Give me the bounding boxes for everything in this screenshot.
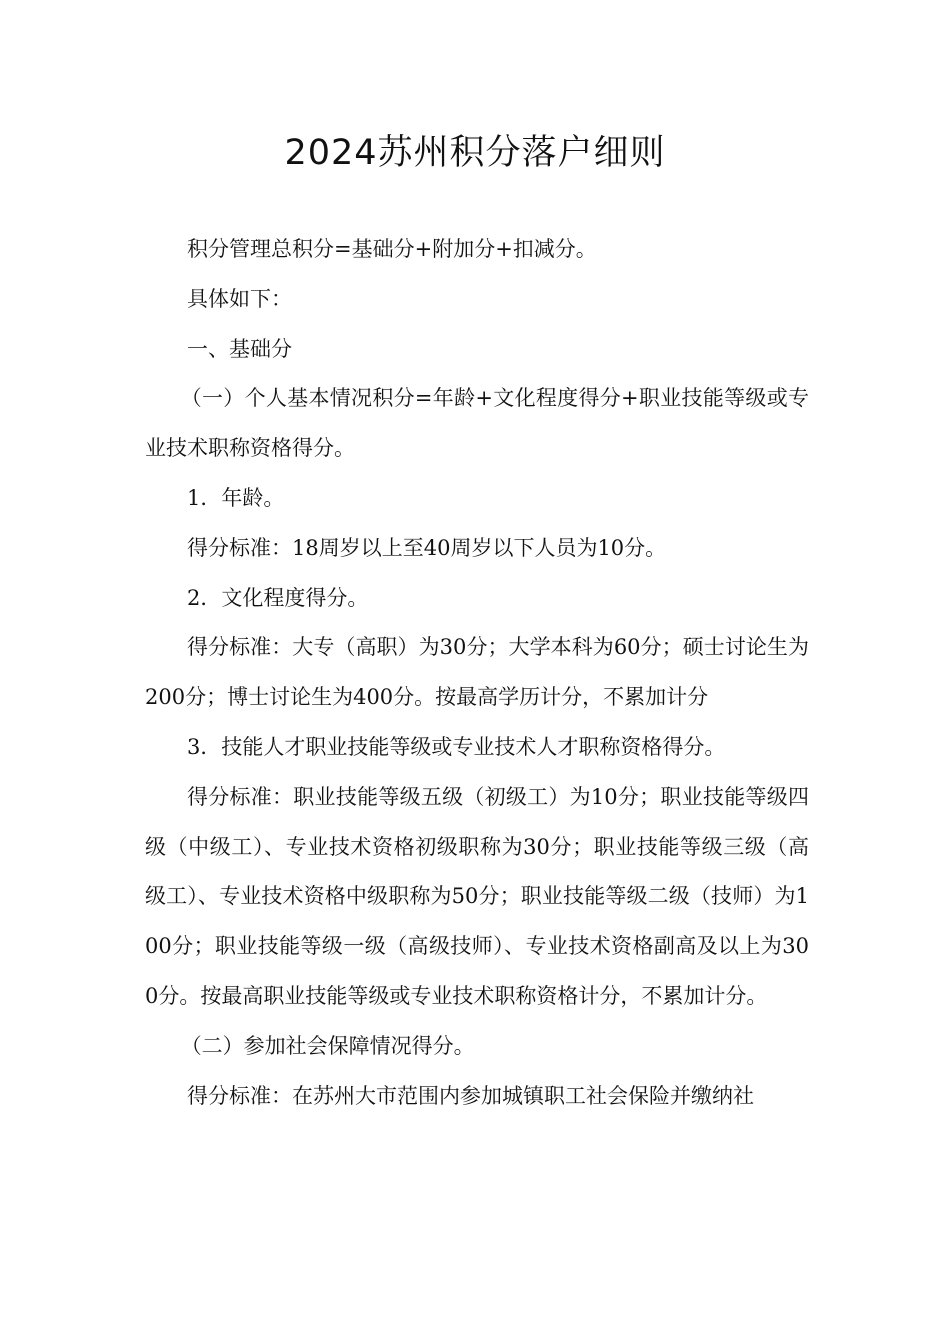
section-heading-basic-score: 一、基础分 xyxy=(187,336,292,361)
paragraph-education-heading: 2．文化程度得分。 xyxy=(187,585,369,610)
paragraph-age-standard: 得分标准：18周岁以上至40周岁以下人员为10分。 xyxy=(187,535,667,560)
paragraph-personal-basic: （一）个人基本情况积分=年龄+文化程度得分+职业技能等级或专业技术职称资格得分。 xyxy=(145,386,809,461)
paragraph-education-standard: 得分标准：大专（高职）为30分；大学本科为60分；硕士讨论生为200分；博士讨论生为400分。按最高学历计分，不累加计分 xyxy=(145,635,809,710)
paragraph-skills-heading: 3．技能人才职业技能等级或专业技术人才职称资格得分。 xyxy=(187,734,726,759)
paragraph-social-security-heading: （二）参加社会保障情况得分。 xyxy=(180,1033,475,1058)
paragraph-social-security-standard: 得分标准：在苏州大市范围内参加城镇职工社会保险并缴纳社 xyxy=(187,1083,754,1108)
paragraph-total-score: 积分管理总积分=基础分+附加分+扣减分。 xyxy=(187,237,597,261)
paragraph-details-intro: 具体如下： xyxy=(187,286,292,311)
paragraph-skills-standard: 得分标准：职业技能等级五级（初级工）为10分；职业技能等级四级（中级工）、专业技术资格初级职称为30分；职业技能等级三级（高级工）、专业技术资格中级职称为50分；职业技能等级二级（技师）为100分；职业技能等级一级（高级技师）、专业技术资格副高及以上为300分。按最高职业技能等级或专业技术职称资格计分，不累加计分。 xyxy=(145,784,809,1008)
document-body xyxy=(145,225,809,1121)
paragraph-age-heading: 1．年龄。 xyxy=(187,485,285,510)
document-title: 2024苏州积分落户细则 xyxy=(284,133,666,173)
